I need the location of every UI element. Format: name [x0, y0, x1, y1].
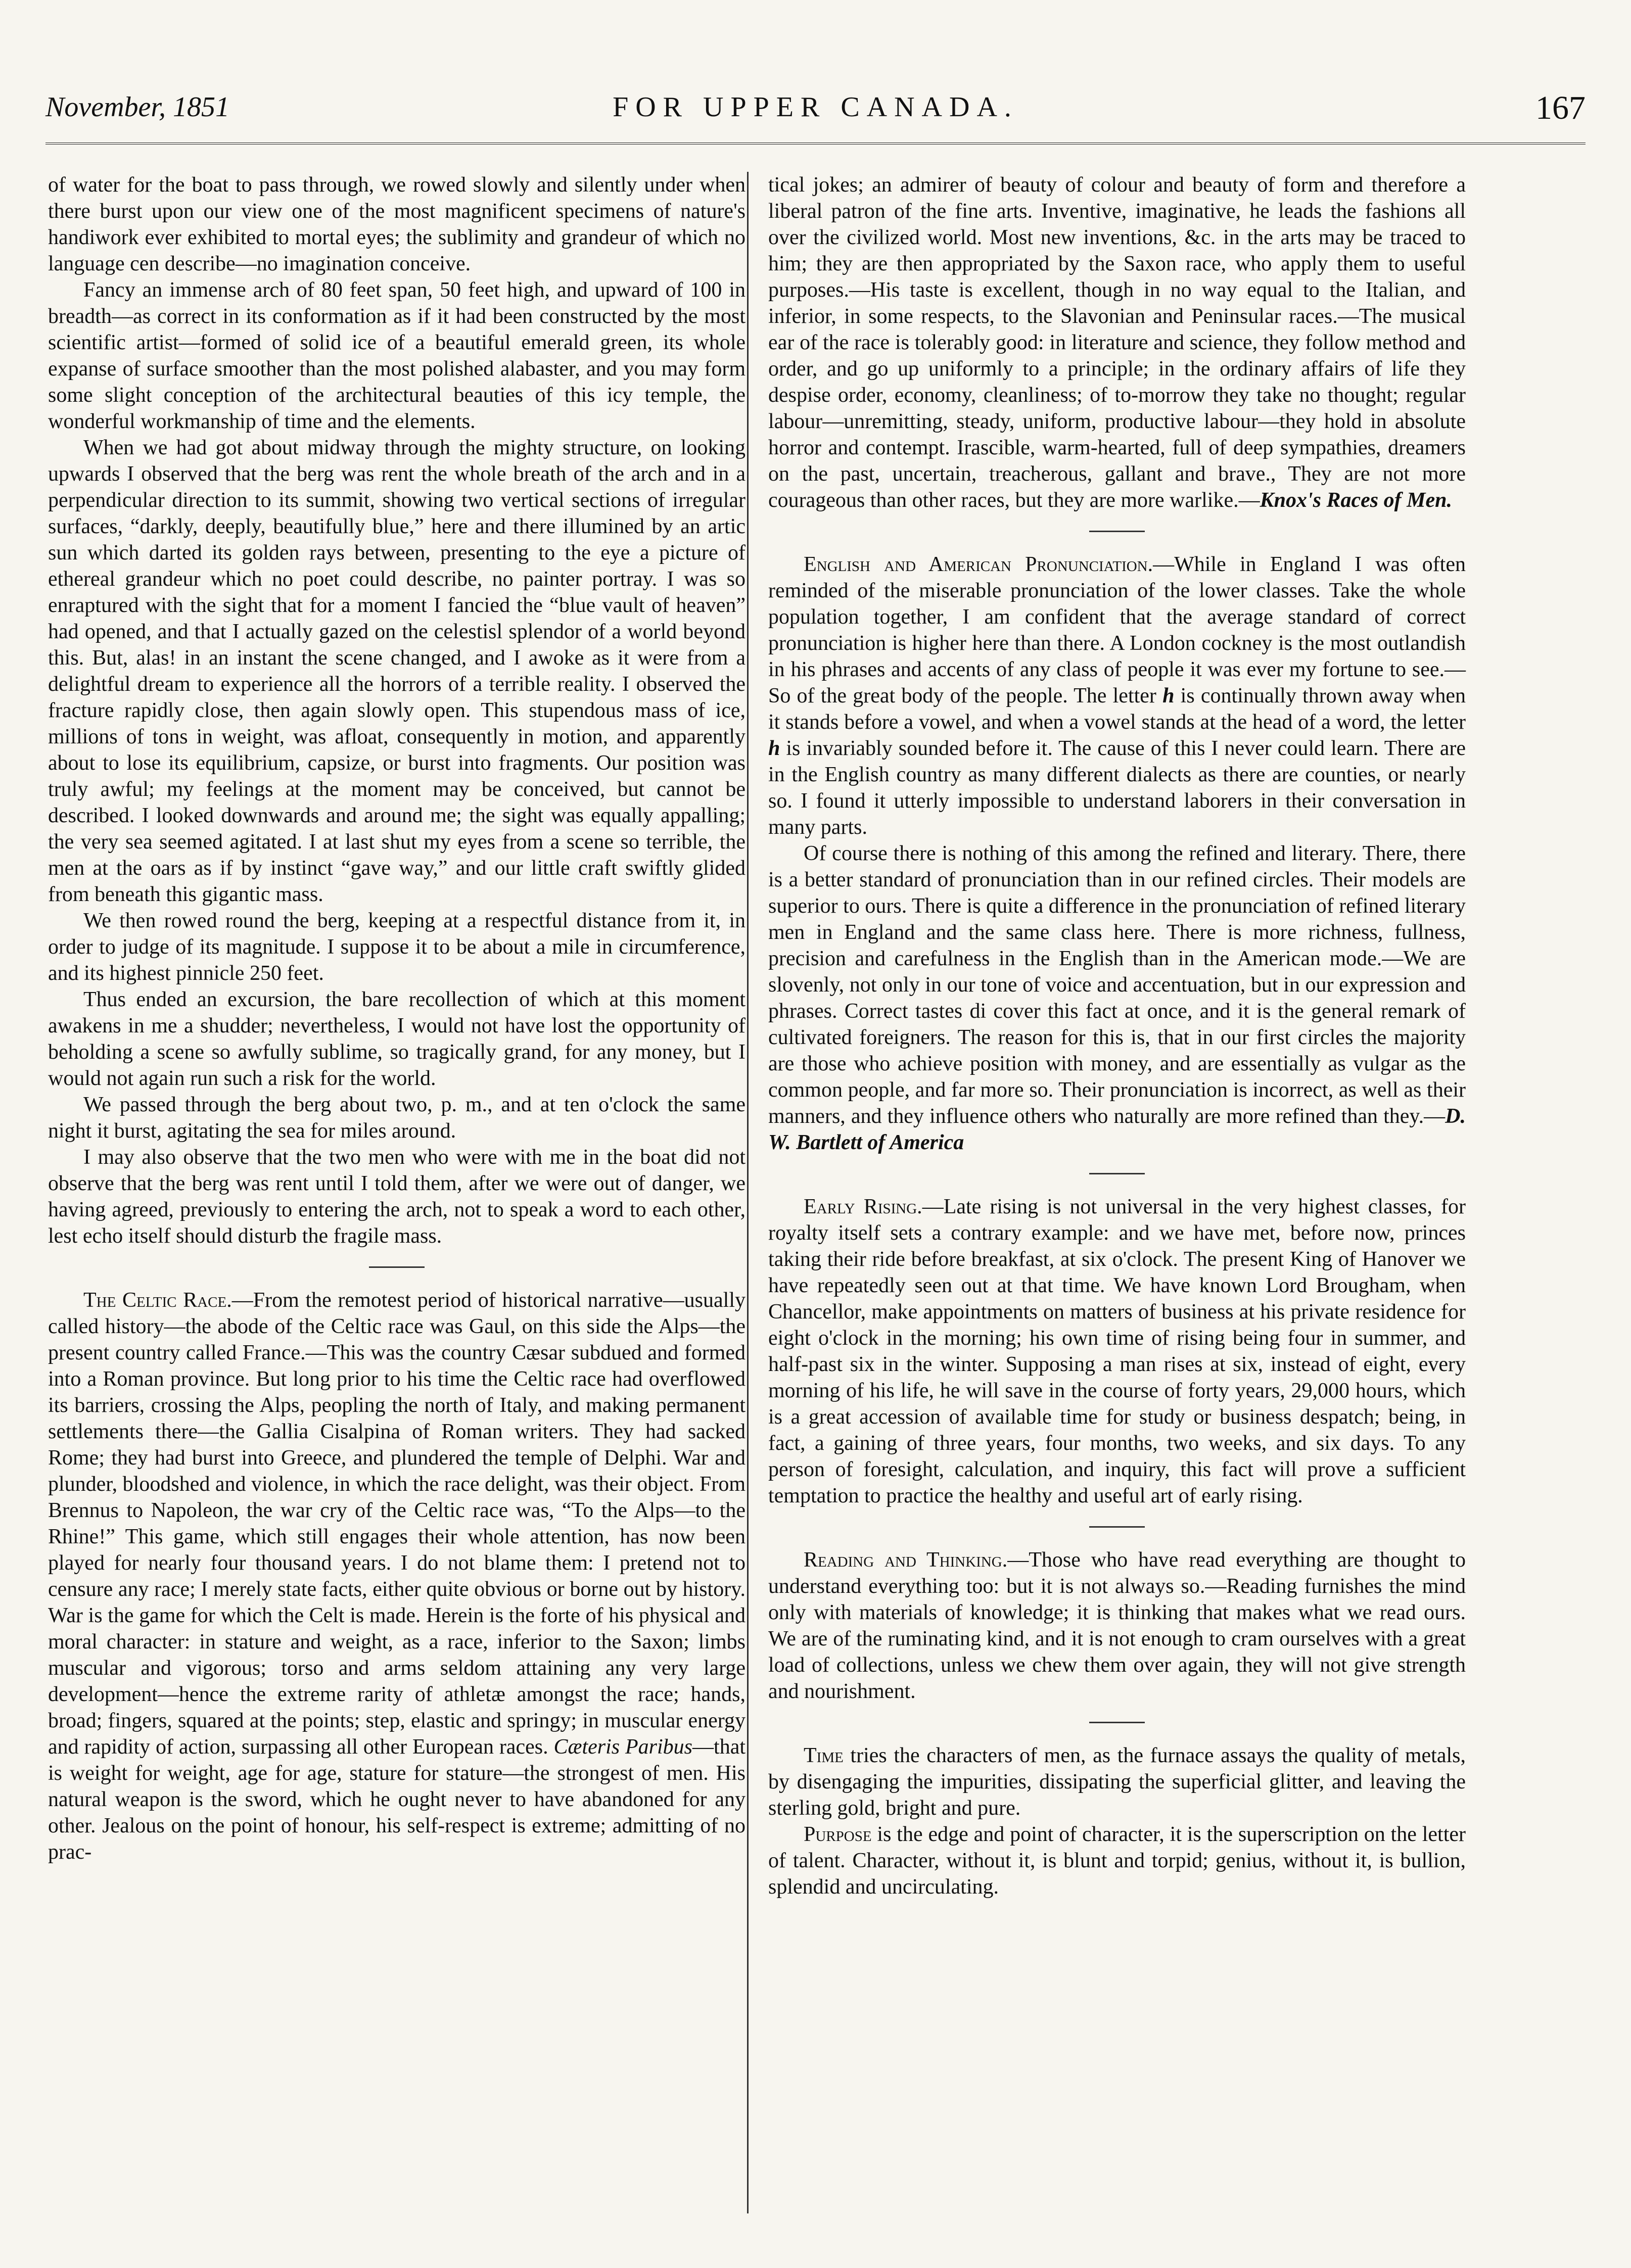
header-rule	[45, 143, 1586, 145]
reading-thinking-heading: Reading and Thinking.	[804, 1548, 1008, 1572]
pronunciation-source: D. W. Bartlett of America	[768, 1105, 1466, 1154]
pronunciation-heading: English and American Pronunciation.	[804, 553, 1153, 576]
right-column	[768, 172, 1466, 1900]
celtic-race-body: —From the remotest period of historical narrative—usually called history—the abode of the Celtic race was Gaul, on this side the Alps—the present country called France.—This was the country Cæsar subdued and formed into a Roman province. But long prior to his time the Celtic race had overflowed its barriers, crossing the Alps, peopling the north of Italy, and making permanent settlements there—the Gallia Cisalpina of Roman writers. They had sacked Rome; they had burst into Greece, and plundered the temple of Delphi. War and plunder, bloodshed and violence, in which the race delight, was their object. From Brennus to Napoleon, the war cry of the Celtic race was, “To the Alps—to the Rhine!” This game, which still engages their whole attention, has now been played for nearly four thousand years. I do not blame them: I pretend not to censure any race; I merely state facts, either quite obvious or borne out by history. War is the game for which the Celt is made. Herein is the forte of his physical and moral character: in stature and weight, as a race, inferior to the Saxon; limbs muscular and vigorous; torso and arms seldom attaining any very large development—hence the extreme rarity of athletæ amongst the race; hands, broad; fingers, squared at the points; step, elastic and springy; in muscular energy and rapidity of action, surpassing all other European races.	[48, 1289, 746, 1759]
section-separator	[1089, 531, 1145, 532]
column-divider	[747, 172, 749, 2213]
pronunciation-article	[768, 551, 1466, 840]
left-column	[48, 172, 745, 1865]
early-rising-body: —Late rising is not universal in the very highest classes, for royalty itself sets a contrary example: and we have met, before now, princes taking their ride before breakfast, at six o'clock. The present King of Hanover we have repeatedly seen out at that time. We have known Lord Brougham, when Chancellor, make appointments on matters of business at his private residence for eight o'clock in the morning; his own time of rising being four in summer, and half-past six in the winter. Supposing a man rises at six, instead of eight, every morning of his life, he will save in the course of forty years, 29,000 hours, which is a great accession of available time for study or business despatch; being, in fact, a gaining of three years, four months, two weeks, and six days. To any person of foresight, calculation, and inquiry, this fact will prove a sufficient temptation to practice the healthy and useful art of early rising.	[768, 1195, 1466, 1507]
pronunciation-paragraph-2	[768, 840, 1466, 1156]
pronunciation-letter-h-1: h	[1162, 684, 1175, 707]
section-separator	[1089, 1173, 1145, 1174]
pronunciation-p2-body: Of course there is nothing of this among the refined and literary. There, there is a better standard of pronunciation than in our refined circles. Their models are superior to ours. There is quite a difference in the pronunciation of refined literary men in England and the same class here. There is more richness, fullness, precision and carefulness in the English than in the American mode.—We are slovenly, not only in our tone of voice and accentuation, but in our expression and phrases. Correct tastes di cover this fact at once, and it is the general remark of cultivated foreigners. The reason for this is, that in our first circles the majority are those who achieve position with money, and are essentially as vulgar as the common people, and far more so. Their pronunciation is incorrect, as well as their manners, and they influence others who naturally are more refined than they.—	[768, 842, 1466, 1128]
page-number: 167	[1535, 89, 1586, 126]
celtic-race-continuation	[768, 172, 1466, 513]
pronunciation-body-2: is continually thrown away when it stands before a vowel, and when a vowel stands at the head of a word, the letter	[768, 684, 1466, 734]
celtic-continuation-body: tical jokes; an admirer of beauty of colour and beauty of form and therefore a liberal patron of the fine arts. Inventive, imaginative, he leads the fashions all over the civilized world. Most new inventions, &c. in the arts may be traced to him; they are then appropriated by the Saxon race, who apply them to useful purposes.—His taste is excellent, though in no way equal to the Italian, and inferior, in some respects, to the Slavonian and Peninsular races.—The musical ear of the race is tolerably good: in literature and science, they follow method and order, and go up uniformly to a principle; in the ordinary affairs of life they despise order, economy, cleanliness; of to-morrow they take no thought; regular labour—unremitting, steady, uniform, productive labour—they hold in absolute horror and contempt. Irascible, warm-hearted, full of deep sympathies, dreamers on the past, uncertain, treacherous, gallant and brave., They are not more courageous than other races, but they are more warlike.—	[768, 173, 1466, 512]
reading-thinking-body: —Those who have read everything are thought to understand everything too: but it is not always so.—Reading furnishes the mind only with materials of knowledge; it is thinking that makes what we read ours. We are of the ruminating kind, and it is not enough to cram ourselves with a great load of collections, unless we chew them over again, they will not give strength and nourishment.	[768, 1548, 1466, 1703]
celtic-source: Knox's Races of Men.	[1260, 489, 1452, 512]
iceberg-paragraph-7: I may also observe that the two men who were with me in the boat did not observe that the berg was rent until I told them, after we were out of danger, we having agreed, previously to entering the arch, not to speak a word to each other, lest echo itself should disturb the fragile mass.	[48, 1146, 745, 1248]
early-rising-article	[768, 1194, 1466, 1509]
iceberg-paragraph-5: Thus ended an excursion, the bare recollection of which at this moment awakens in me a shudder; nevertheless, I would not have lost the opportunity of beholding a scene so awfully sublime, so tragically grand, for any money, but I would not again run such a risk for the world.	[48, 988, 745, 1090]
celtic-race-latin: Cæteris Paribus	[553, 1735, 693, 1759]
header-title: FOR UPPER CANADA.	[613, 91, 1018, 123]
purpose-body: is the edge and point of character, it is the superscription on the letter of talent. Character, without it, is blunt and torpid; genius, without it, is bullion, splendid and uncirculating.	[768, 1823, 1466, 1899]
celtic-race-heading: The Celtic Race.	[83, 1289, 232, 1312]
iceberg-paragraph-4: We then rowed round the berg, keeping at a respectful distance from it, in order to judge of its magnitude. I suppose it to be about a mile in circumference, and its highest pinnicle 250 feet.	[48, 909, 745, 985]
early-rising-heading: Early Rising.	[804, 1195, 922, 1218]
celtic-race-article	[48, 1287, 745, 1865]
iceberg-paragraph-3: When we had got about midway through the mighty structure, on looking upwards I observed that the berg was rent the whole breath of the arch and in a perpendicular direction to its summit, showing two vertical sections of irregular surfaces, “darkly, deeply, beautifully blue,” here and there illumined by an artic sun which darted its golden rays between, presenting to the eye a picture of ethereal grandeur which no poet could describe, no painter portray. I was so enraptured with the sight that for a moment I fancied the “blue vault of heaven” had opened, and that I actually gazed on the celestisl splendor of a world beyond this. But, alas! in an instant the scene changed, and I awoke as it were from a delightful dream to experience all the horrors of a terrible reality. I observed the fracture rapidly close, then again slowly open. This stupendous mass of ice, millions of tons in weight, was afloat, consequently in motion, and apparently about to lose its equilibrium, capsize, or burst into fragments. Our position was truly awful; my feelings at the moment may be conceived, but cannot be described. I looked downwards and around me; the sight was equally appalling; the very sea seemed agitated. I at last shut my eyes from a scene so terrible, the men at the oars as if by instinct “gave way,” and our little craft swiftly glided from beneath this gigantic mass.	[48, 436, 745, 906]
time-body: tries the characters of men, as the furnace assays the quality of metals, by disengaging the impurities, dissipating the superficial glitter, and leaving the sterling gold, bright and pure.	[768, 1744, 1466, 1820]
pronunciation-body-1: —While in England I was often reminded of the miserable pronunciation of the lower classes. Take the whole population together, I am confident that the average standard of correct pronunciation is higher here than there. A London cockney is the most outlandish in his phrases and accents of any class of people it was ever my fortune to see.—So of the great body of the people. The letter	[768, 553, 1466, 707]
header-date: November, 1851	[45, 91, 229, 123]
time-heading: Time	[804, 1744, 844, 1767]
section-separator	[1089, 1526, 1145, 1528]
iceberg-paragraph-1: of water for the boat to pass through, we rowed slowly and silently under when there burst upon our view one of the most magnificent specimens of nature's handiwork ever exhibited to mortal eyes; the sublimity and grandeur of which no language cen describe—no imagination conceive.	[48, 173, 745, 275]
page-header	[45, 91, 1586, 131]
time-paragraph	[768, 1742, 1466, 1821]
purpose-heading: Purpose	[804, 1823, 872, 1846]
reading-thinking-article	[768, 1547, 1466, 1705]
section-separator	[1089, 1722, 1145, 1723]
pronunciation-body-3: is invariably sounded before it. The cause of this I never could learn. There are in the English country as many different dialects as there are counties, or nearly so. I found it utterly impossible to understand laborers in their conversation in many parts.	[768, 737, 1466, 839]
purpose-paragraph	[768, 1821, 1466, 1900]
celtic-race-tail: —that is weight for weight, age for age, stature for stature—the strongest of men. His natural weapon is the sword, which he ought never to have abandoned for any other. Jealous on the point of honour, his self-respect is extreme; admitting of no prac-	[48, 1735, 746, 1864]
section-separator	[369, 1266, 425, 1268]
iceberg-paragraph-2: Fancy an immense arch of 80 feet span, 50 feet high, and upward of 100 in breadth—as correct in its conformation as if it had been constructed by the most scientific artist—formed of solid ice of a beautiful emerald green, its whole expanse of surface smoother than the most polished alabaster, and you may form some slight conception of the architectural beauties of this icy temple, the wonderful workmanship of time and the elements.	[48, 278, 745, 433]
pronunciation-letter-h-2: h	[768, 737, 780, 760]
iceberg-paragraph-6: We passed through the berg about two, p. m., and at ten o'clock the same night it burst, agitating the sea for miles around.	[48, 1093, 745, 1143]
